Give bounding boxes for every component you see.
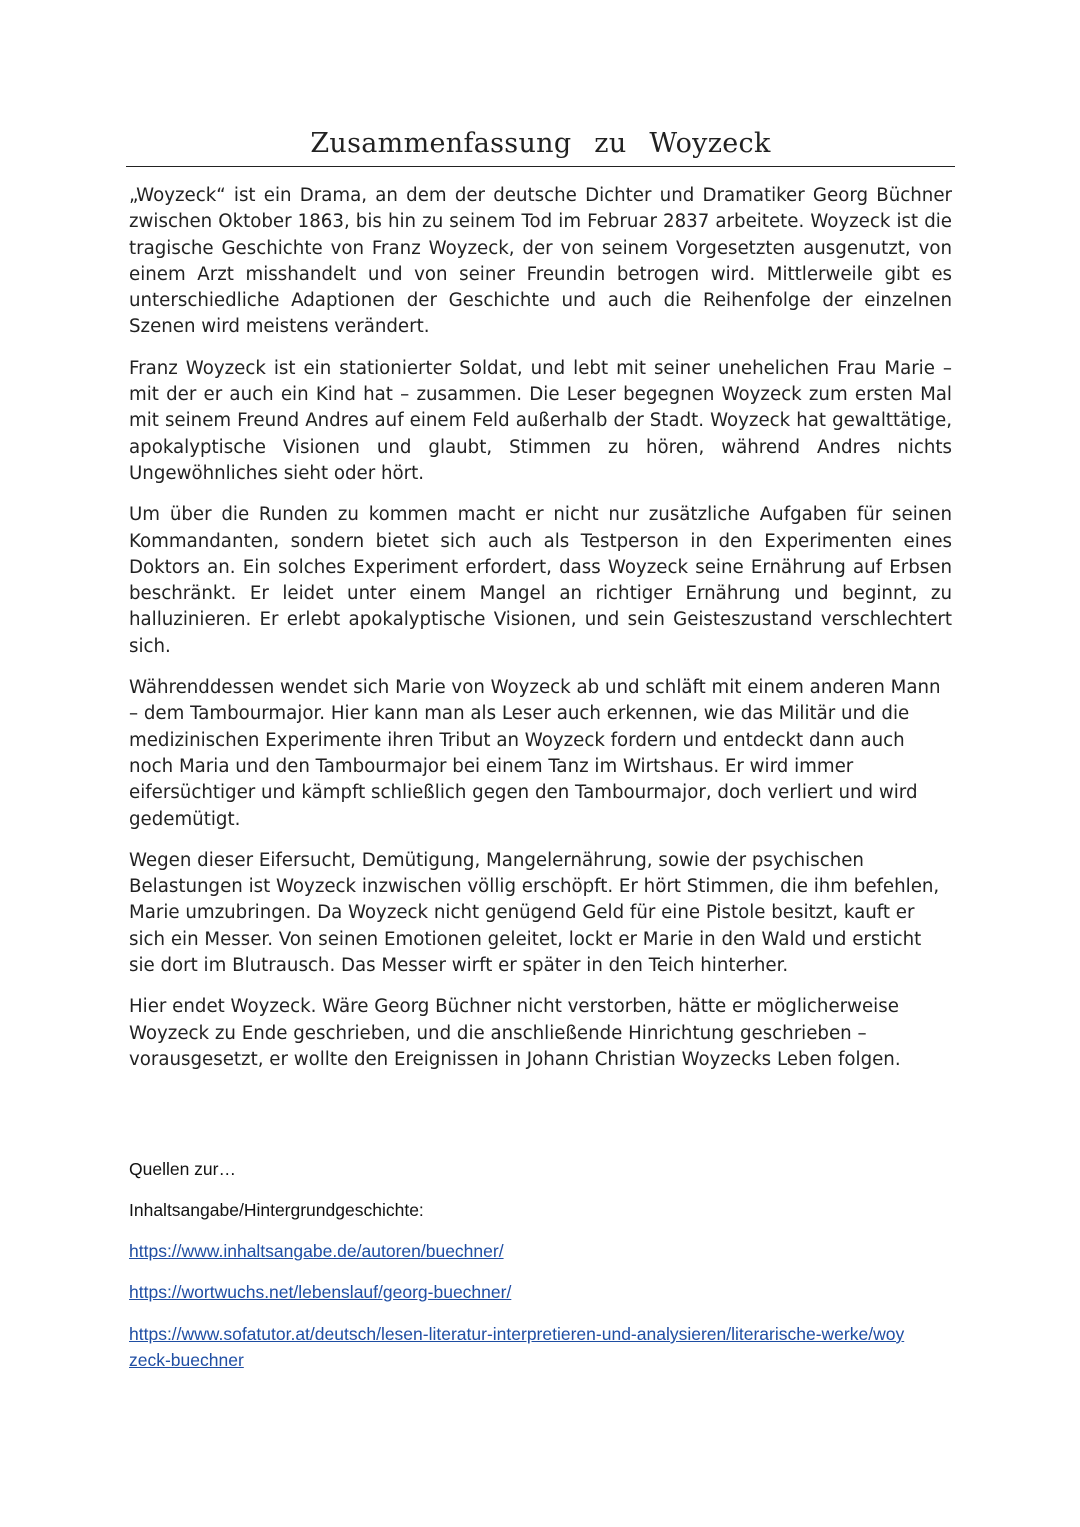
page-title: Zusammenfassung zu Woyzeck (310, 128, 771, 159)
sources-heading: Quellen zur… (129, 1159, 236, 1179)
paragraph-characters: Franz Woyzeck ist ein stationierter Soldat, und lebt mit seiner unehelichen Frau Marie – mit der er auch ein Kind hat – zusammen. Die Leser begegnen Woyzeck zum ersten Mal mit seinem Freund Andres auf einem Feld außerhalb der Stadt. Woyzeck hat gewalttätige, apokalyptische Visionen und glaubt, Stimmen zu hören, während Andres nichts Ungewöhnliches sieht oder hört. (129, 357, 952, 484)
summary-body (129, 183, 952, 1088)
sources-section (129, 1157, 952, 1390)
paragraph-experiment: Um über die Runden zu kommen macht er nicht nur zusätzliche Aufgaben für seinen Kommandanten, sondern bietet sich auch als Testperson in den Experimenten eines Doktors an. Ein solches Experiment erfordert, dass Woyzeck seine Ernährung auf Erbsen beschränkt. Er leidet unter einem Mangel an richtiger Ernährung und beginnt, zu halluzinieren. Er erlebt apokalyptische Visionen, und sein Geisteszustand verschlechtert sich. (129, 504, 952, 657)
paragraph-marie: Währenddessen wendet sich Marie von Woyzeck ab und schläft mit einem anderen Mann – dem Tambourmajor. Hier kann man als Leser auch erkennen, wie das Militär und die medizinischen Experimente ihren Tribut an Woyzeck fordern und entdeckt dann auch noch Maria und den Tambourmajor bei einem Tanz im Wirtshaus. Er wird immer eifersüchtiger und kämpft schließlich gegen den Tambourmajor, doch verliert und wird gedemütigt. (129, 677, 941, 830)
source-link-wortwuchs[interactable]: https://wortwuchs.net/lebenslauf/georg-buechner/ (129, 1282, 512, 1302)
paragraph-intro: „Woyzeck“ ist ein Drama, an dem der deutsche Dichter und Dramatiker Georg Büchner zwischen Oktober 1863, bis hin zu seinem Tod im Februar 2837 arbeitete. Woyzeck ist die tragische Geschichte von Franz Woyzeck, der von seinem Vorgesetzten ausgenutzt, von einem Arzt misshandelt und von seiner Freundin betrogen wird. Mittlerweile gibt es unterschiedliche Adaptionen der Geschichte und auch die Reihenfolge der einzelnen Szenen wird meistens verändert. (129, 185, 952, 338)
source-link-inhaltsangabe[interactable]: https://www.inhaltsangabe.de/autoren/buechner/ (129, 1241, 504, 1261)
title-underline (126, 166, 955, 167)
source-link-sofatutor[interactable]: https://www.sofatutor.at/deutsch/lesen-literatur-interpretieren-und-analysieren/literarische-werke/woyzeck-buechner (129, 1324, 905, 1370)
sources-subheading: Inhaltsangabe/Hintergrundgeschichte: (129, 1200, 424, 1220)
paragraph-ending: Hier endet Woyzeck. Wäre Georg Büchner nicht verstorben, hätte er möglicherweise Woyzeck zu Ende geschrieben, und die anschließende Hinrichtung geschrieben – vorausgesetzt, er wollte den Ereignissen in Johann Christian Woyzecks Leben folgen. (129, 996, 901, 1070)
paragraph-murder: Wegen dieser Eifersucht, Demütigung, Mangelernährung, sowie der psychischen Belastungen ist Woyzeck inzwischen völlig erschöpft. Er hört Stimmen, die ihm befehlen, Marie umzubringen. Da Woyzeck nicht genügend Geld für eine Pistole besitzt, kauft er sich ein Messer. Von seinen Emotionen geleitet, lockt er Marie in den Wald und ersticht sie dort im Blutrausch. Das Messer wirft er später in den Teich hinterher. (129, 849, 940, 977)
